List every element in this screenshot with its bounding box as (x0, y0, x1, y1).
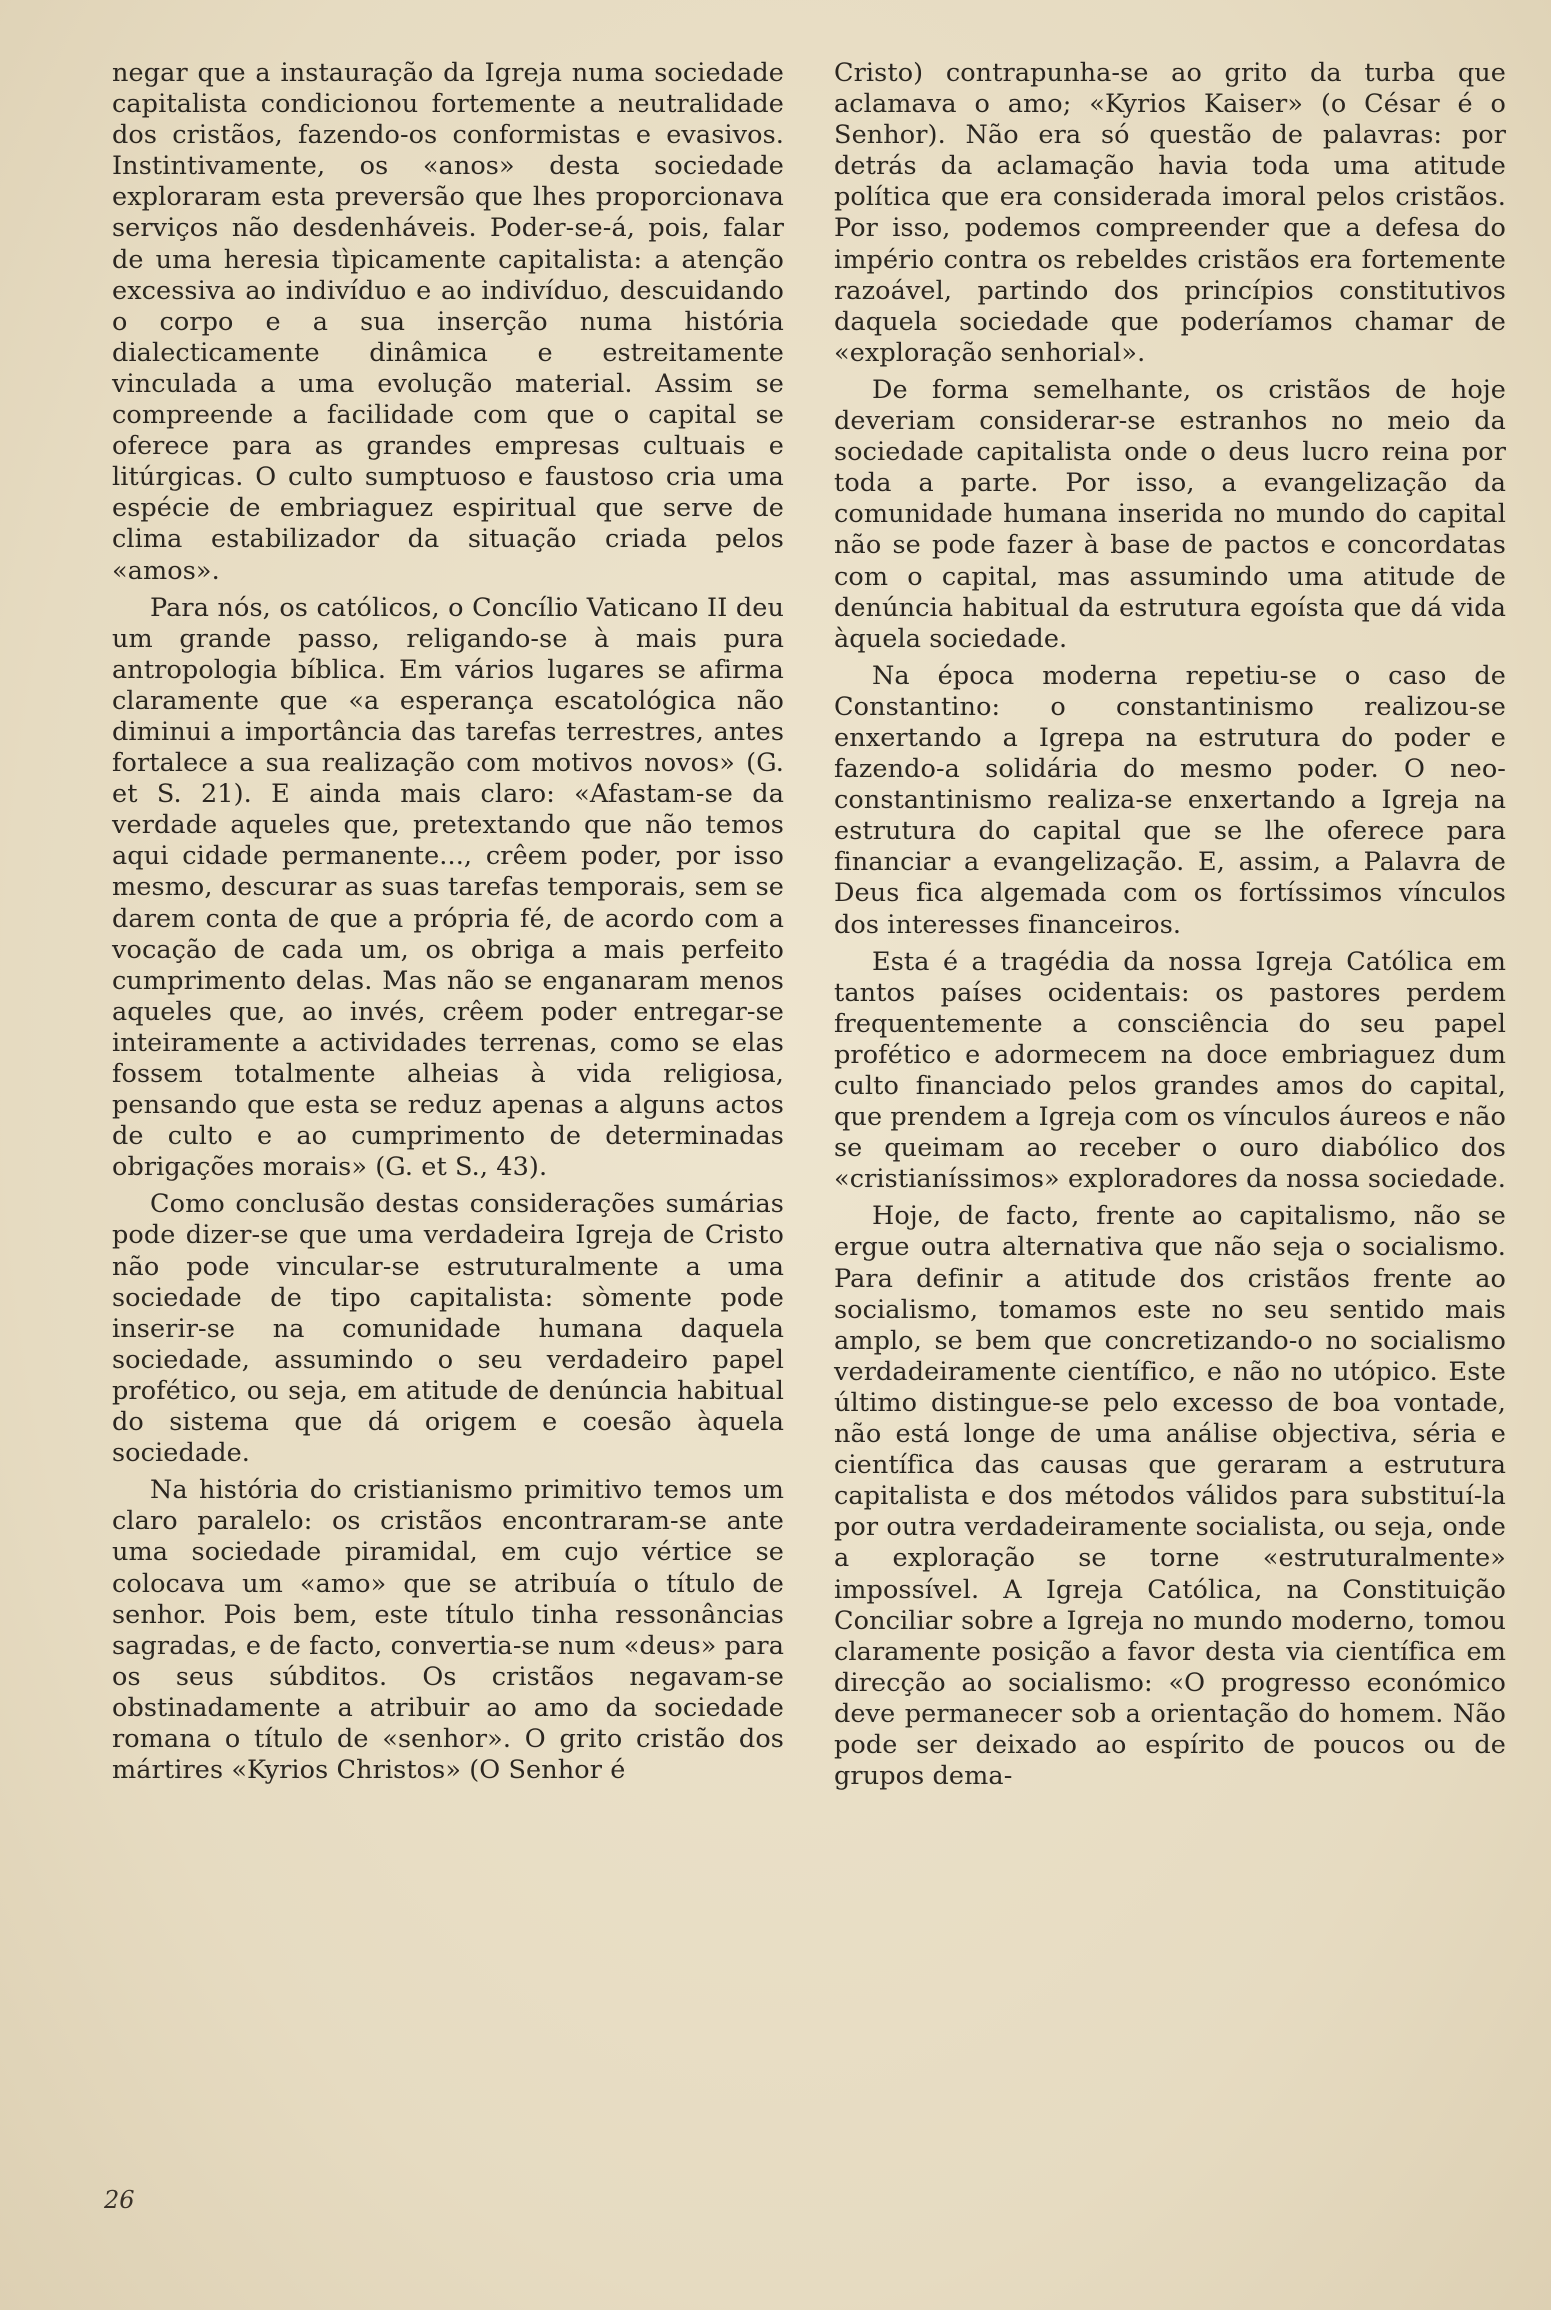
paragraph: Hoje, de facto, frente ao capitalismo, não se ergue outra alternativa que não seja o socialismo. Para definir a atitude dos cristãos frente ao socialismo, tomamos este no seu sentido mais amplo, se bem que concretizando-o no socialismo verdadeiramente científico, e não no utópico. Este último distingue-se pelo excesso de boa vontade, não está longe de uma análise objectiva, séria e científica das causas que geraram a estrutura capitalista e dos métodos válidos para substituí-la por outra verdadeiramente socialista, ou seja, onde a exploração se torne «estruturalmente» impossível. A Igreja Católica, na Constituição Conciliar sobre a Igreja no mundo moderno, tomou claramente posição a favor desta via científica em direcção ao socialismo: «O progresso económico deve permanecer sob a orientação do homem. Não pode ser deixado ao espírito de poucos ou de grupos dema- (834, 1201, 1506, 1792)
paragraph: De forma semelhante, os cristãos de hoje deveriam considerar-se estranhos no meio da sociedade capitalista onde o deus lucro reina por toda a parte. Por isso, a evangelização da comunidade humana inserida no mundo do capital não se pode fazer à base de pactos e concordatas com o capital, mas assumindo uma atitude de denúncia habitual da estrutura egoísta que dá vida àquela sociedade. (834, 374, 1506, 654)
paragraph: negar que a instauração da Igreja numa sociedade capitalista condicionou fortemente a neutralidade dos cristãos, fazendo-os conformistas e evasivos. Instintivamente, os «anos» desta sociedade exploraram esta preversão que lhes proporcionava serviços não desdenháveis. Poder-se-á, pois, falar de uma heresia tìpicamente capitalista: a atenção excessiva ao indivíduo e ao indivíduo, descuidando o corpo e a sua inserção numa história dialecticamente dinâmica e estreitamente vinculada a uma evolução material. Assim se compreende a facilidade com que o capital se oferece para as grandes empresas cultuais e litúrgicas. O culto sumptuoso e faustoso cria uma espécie de embriaguez espiritual que serve de clima estabilizador da situação criada pelos «amos». (112, 58, 784, 586)
paragraph: Na história do cristianismo primitivo temos um claro paralelo: os cristãos encontraram-se ante uma sociedade piramidal, em cujo vértice se colocava um «amo» que se atribuía o título de senhor. Pois bem, este título tinha ressonâncias sagradas, e de facto, convertia-se num «deus» para os seus súbditos. Os cristãos negavam-se obstinadamente a atribuir ao amo da sociedade romana o título de «senhor». O grito cristão dos mártires «Kyrios Christos» (O Senhor é (112, 1475, 784, 1786)
paragraph: Cristo) contrapunha-se ao grito da turba que aclamava o amo; «Kyrios Kaiser» (o César é o Senhor). Não era só questão de palavras: por detrás da aclamação havia toda uma atitude política que era considerada imoral pelos cristãos. Por isso, podemos compreender que a defesa do império contra os rebeldes cristãos era fortemente razoável, partindo dos princípios constitutivos daquela sociedade que poderíamos chamar de «exploração senhorial». (834, 58, 1506, 368)
left-column (112, 58, 784, 1786)
paragraph: Esta é a tragédia da nossa Igreja Católica em tantos países ocidentais: os pastores perdem frequentemente a consciência do seu papel profético e adormecem na doce embriaguez dum culto financiado pelos grandes amos do capital, que prendem a Igreja com os vínculos áureos e não se queimam ao receber o ouro diabólico dos «cristianíssimos» exploradores da nossa sociedade. (834, 946, 1506, 1195)
paragraph: Na época moderna repetiu-se o caso de Constantino: o constantinismo realizou-se enxertando a Igrepa na estrutura do poder e fazendo-a solidária do mesmo poder. O neo-constantinismo realiza-se enxertando a Igreja na estrutura do capital que se lhe oferece para financiar a evangelização. E, assim, a Palavra de Deus fica algemada com os fortíssimos vínculos dos interesses financeiros. (834, 660, 1506, 940)
paragraph: Como conclusão destas considerações sumárias pode dizer-se que uma verdadeira Igreja de Cristo não pode vincular-se estruturalmente a uma sociedade de tipo capitalista: sòmente pode inserir-se na comunidade humana daquela sociedade, assumindo o seu verdadeiro papel profético, ou seja, em atitude de denúncia habitual do sistema que dá origem e coesão àquela sociedade. (112, 1189, 784, 1469)
right-column (834, 58, 1506, 1792)
page-number: 26 (104, 2186, 135, 2214)
paragraph: Para nós, os católicos, o Concílio Vaticano II deu um grande passo, religando-se à mais pura antropologia bíblica. Em vários lugares se afirma claramente que «a esperança escatológica não diminui a importância das tarefas terrestres, antes fortalece a sua realização com motivos novos» (G. et S. 21). E ainda mais claro: «Afastam-se da verdade aqueles que, pretextando que não temos aqui cidade permanente..., crêem poder, por isso mesmo, descurar as suas tarefas temporais, sem se darem conta de que a própria fé, de acordo com a vocação de cada um, os obriga a mais perfeito cumprimento delas. Mas não se enganaram menos aqueles que, ao invés, crêem poder entregar-se inteiramente a actividades terrenas, como se elas fossem totalmente alheias à vida religiosa, pensando que esta se reduz apenas a alguns actos de culto e ao cumprimento de determinadas obrigações morais» (G. et S., 43). (112, 592, 784, 1183)
